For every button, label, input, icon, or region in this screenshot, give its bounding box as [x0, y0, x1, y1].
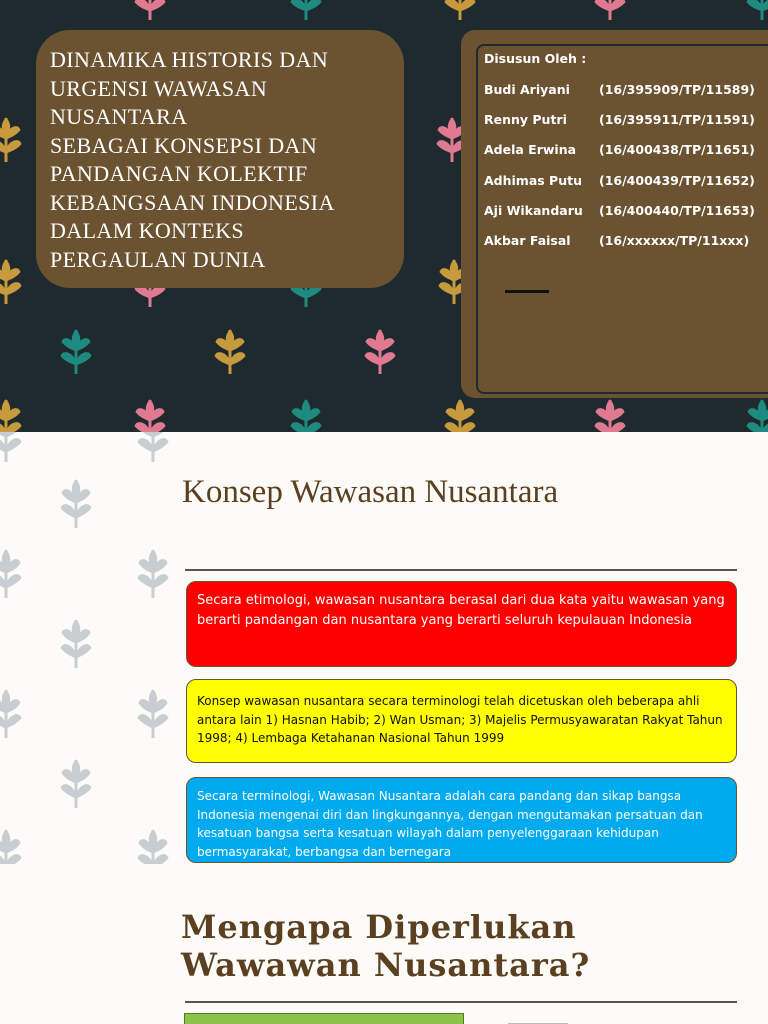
author-name: Renny Putri — [484, 112, 567, 127]
terminology-definition-box: Secara terminologi, Wawasan Nusantara adalah cara pandang dan sikap bangsa Indonesia mengenai diri dan lingkungannya, dengan mengutamakan persatuan dan kesatuan bangsa serta kesatuan wilayah dalam penyelenggaraan kehidupan bermasyarakat, berbangsa dan bernegara — [186, 777, 737, 863]
author-name: Budi Ariyani — [484, 82, 570, 97]
terminology-experts-box: Konsep wawasan nusantara secara terminologi telah dicetuskan oleh beberapa ahli antara lain 1) Hasnan Habib; 2) Wan Usman; 3) Majelis Permusyawaratan Rakyat Tahun 1998; 4) Lembaga Ketahanan Nasional Tahun 1999 — [186, 679, 737, 763]
concept-title: Konsep Wawasan Nusantara — [182, 474, 559, 510]
author-name: Adela Erwina — [484, 142, 577, 157]
title-divider — [185, 569, 737, 571]
leaf-pattern-light — [0, 432, 200, 864]
green-box — [184, 1013, 464, 1024]
title-slide — [0, 0, 768, 432]
author-name: Akbar Faisal — [484, 233, 571, 248]
why-title: Mengapa Diperlukan Wawawan Nusantara? — [181, 908, 591, 984]
title-panel — [36, 30, 404, 288]
author-nim: (16/395911/TP/11591) — [599, 112, 755, 127]
author-nim: (16/400440/TP/11653) — [599, 203, 755, 218]
why-slide — [0, 864, 768, 1024]
author-nim: (16/395909/TP/11589) — [599, 82, 755, 97]
author-name: Aji Wikandaru — [484, 203, 583, 218]
concept-slide — [0, 432, 768, 864]
author-name: Adhimas Putu — [484, 173, 582, 188]
author-nim: (16/400438/TP/11651) — [599, 142, 755, 157]
author-nim: (16/xxxxxx/TP/11xxx) — [599, 233, 750, 248]
authors-heading: Disusun Oleh : — [484, 51, 587, 66]
author-nim: (16/400439/TP/11652) — [599, 173, 755, 188]
slide-title: DINAMIKA HISTORIS DAN URGENSI WAWASAN NUSANTARA SEBAGAI KONSEPSI DAN PANDANGAN KOLEKTIF KEBANGSAAN INDONESIA DALAM KONTEKS PERGAULAN DUNIA — [50, 47, 335, 272]
etymology-box: Secara etimologi, wawasan nusantara berasal dari dua kata yaitu wawasan yang berarti pandangan dan nusantara yang berarti seluruh kepulauan Indonesia — [186, 581, 737, 667]
divider-dash — [505, 290, 549, 293]
title-divider — [185, 1001, 737, 1003]
